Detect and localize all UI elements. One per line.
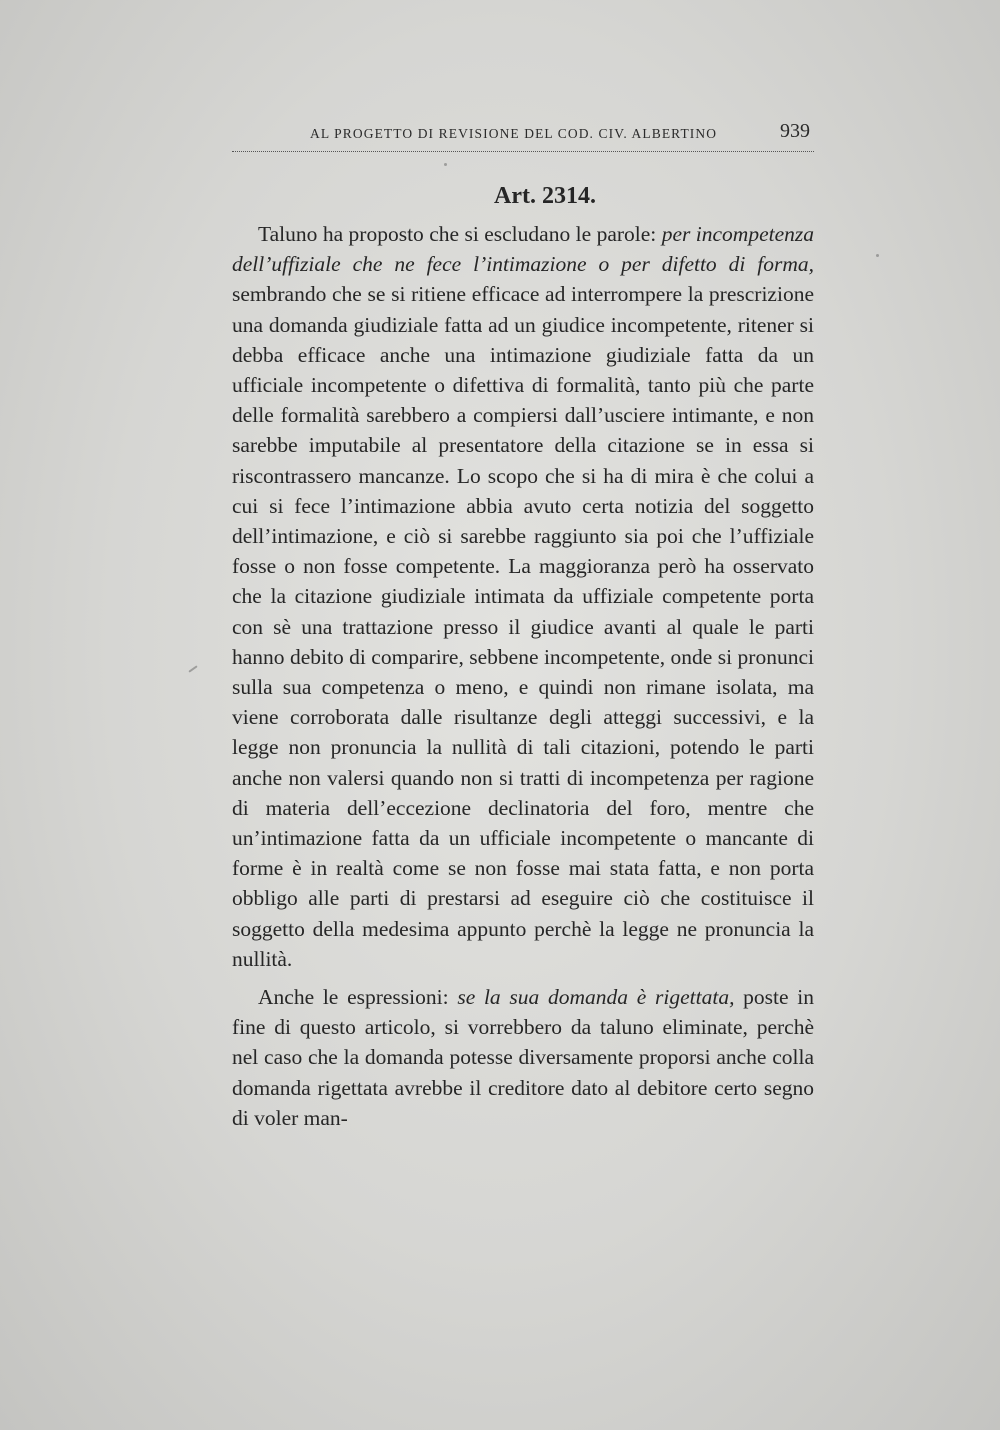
paragraph-1-text-continued: sembrando che se si ritiene efficace ad interrompere la prescrizione una domanda giudiziale fatta ad un giudice incompetente, ritener si debba efficace anche una intimazione giudiziale fatta da un ufficiale incompetente o difettiva di formalità, tanto più che parte delle formalità sarebbero a compiersi dall’usciere intimante, e non sarebbe imputabile al presentatore della citazione se in essa si riscontrassero mancanze. Lo scopo che si ha di mira è che colui a cui si fece l’intimazione abbia avuto certa notizia del soggetto dell’intimazione, e ciò si sarebbe raggiunto sia poi che l’uffiziale fosse o non fosse competente. La maggioranza però ha osservato che la citazione giudiziale intimata da uffiziale competente porta con sè una trattazione presso il giudice avanti al quale le parti hanno debito di comparire, sebbene incompetente, onde si pronunci sulla sua competenza o meno, e quindi non rimane isolata, ma viene corroborata dalle risultanze degli atteggi successivi, e la legge non pronuncia la nullità di tali citazioni, potendo le parti anche non valersi quando non si tratti di incompetenza per ragione di materia dell’eccezione declinatoria del foro, mentre che un’intimazione fatta da un ufficiale incompetente o mancante di forme è in realtà come se non fosse mai stata fatta, e non porta obbligo alle parti di prestarsi ad eseguire ciò che costituisce il soggetto della medesima appunto perchè la legge ne pronuncia la nullità. [232,282,814,971]
paragraph-2-text-continued: poste in fine di questo articolo, si vorrebbero da taluno eliminate, perchè nel caso che la domanda potesse diversamente proporsi anche colla domanda rigettata avrebbe il creditore dato al debitore certo segno di voler man- [232,985,815,1130]
paper-speck [188,665,197,672]
paper-speck [444,163,447,166]
paragraph-1-text: Taluno ha proposto che si escludano le parole: [258,222,662,246]
paper-speck [876,254,879,257]
page-number: 939 [780,120,810,142]
paragraph-2 [232,982,814,1133]
paragraph-1 [232,219,814,974]
running-title: AL PROGETTO DI REVISIONE DEL COD. CIV. ALBERTINO [310,126,718,141]
paragraph-2-quoted-words: se la sua domanda è rigettata, [457,985,735,1010]
paragraph-1-quoted-words: per incompetenza dell’uffiziale che ne fece l’intimazione o per difetto di forma, [232,222,814,277]
paragraph-2-text: Anche le espressioni: [258,985,458,1010]
running-head [232,118,814,154]
header-rule [232,151,814,152]
body-text [232,219,814,1133]
article-heading: Art. 2314. [494,183,596,209]
